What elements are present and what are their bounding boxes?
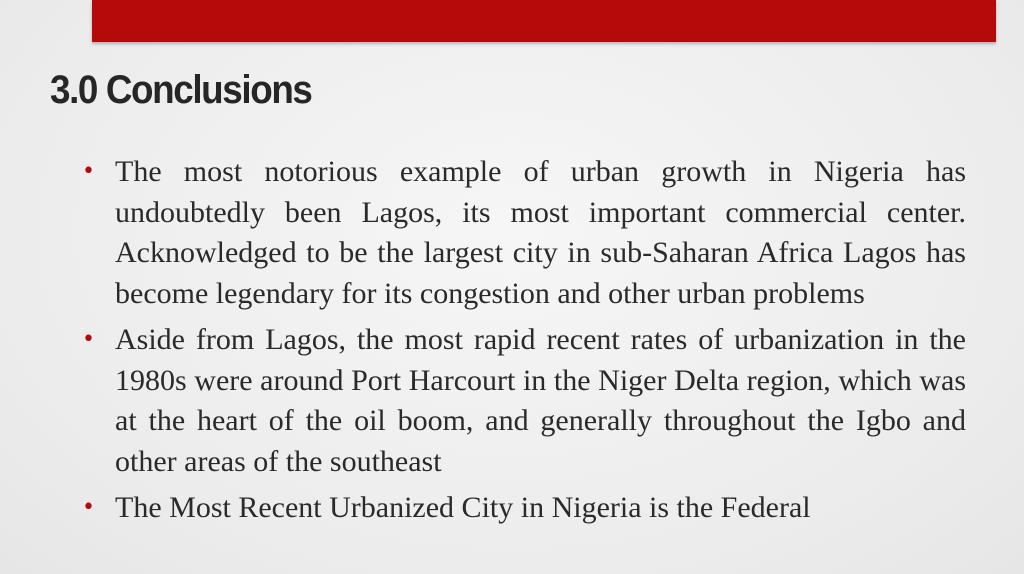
bullet-item <box>82 320 966 482</box>
bullet-text: The Most Recent Urbanized City in Nigeria is the Federal <box>115 491 811 524</box>
bullet-list <box>82 152 966 535</box>
bullet-text: The most notorious example of urban growth in Nigeria has undoubtedly been Lagos, its most important commercial center. Acknowledged to be the largest city in sub-Saharan Africa Lagos has become legendary for its congestion and other urban problems <box>115 155 966 310</box>
bullet-dot-icon: • <box>82 159 95 184</box>
bullet-item <box>82 152 966 314</box>
bullet-item <box>82 488 966 529</box>
slide-title: 3.0 Conclusions <box>50 68 312 112</box>
header-accent-bar <box>92 0 996 42</box>
bullet-dot-icon: • <box>82 327 95 352</box>
bullet-dot-icon: • <box>82 495 95 520</box>
bullet-text: Aside from Lagos, the most rapid recent rates of urbanization in the 1980s were around Port Harcourt in the Niger Delta region, which was at the heart of the oil boom, and generally throughout the Igbo and other areas of the southeast <box>115 323 966 478</box>
